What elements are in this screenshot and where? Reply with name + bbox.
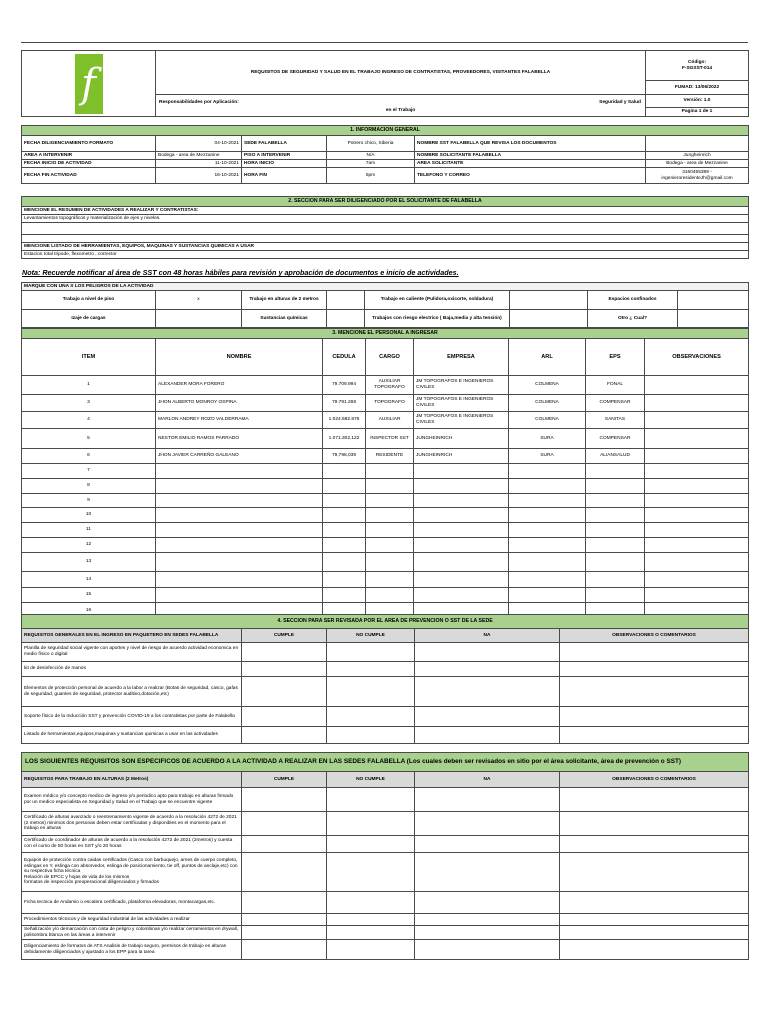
- personnel-row: [22, 538, 749, 553]
- cell-observaciones[interactable]: [645, 449, 749, 464]
- check-na[interactable]: [415, 707, 560, 727]
- height-requirements-body: [22, 772, 749, 960]
- personnel-body: [22, 339, 749, 619]
- cell-cargo[interactable]: RESIDENTE: [366, 449, 414, 464]
- cell-empresa[interactable]: JM TOPOGRAFOS E INGENIEROS CIVILES: [414, 395, 509, 412]
- cell-cargo[interactable]: [366, 572, 414, 588]
- value-solicitante[interactable]: Jungheinrich: [646, 152, 749, 160]
- cell-cargo[interactable]: [366, 523, 414, 538]
- cell-arl[interactable]: [509, 464, 586, 479]
- cell-item: 10: [22, 508, 156, 523]
- label-fecha-diligenciamiento: FECHA DILIGENCIAMIENTO FORMATO: [22, 136, 156, 152]
- cell-cedula[interactable]: [323, 523, 366, 538]
- req-col-header: NA: [415, 772, 560, 788]
- general-req-row: [22, 707, 749, 727]
- form-title: REQUISITOS DE SEGURIDAD Y SALUD EN EL TRABAJO INGRESO DE CONTRATISTAS, PROVEEDORES, VISITANTES FALABELLA: [156, 51, 646, 95]
- col-header: NOMBRE: [156, 339, 323, 376]
- general-req-row: [22, 727, 749, 744]
- cell-arl[interactable]: [509, 494, 586, 508]
- check-na[interactable]: [415, 926, 560, 940]
- col-header: EPS: [586, 339, 645, 376]
- general-req-row: [22, 677, 749, 707]
- value-nombre-sst[interactable]: [646, 136, 749, 152]
- height-requirements-table: [21, 752, 749, 960]
- check-cumple[interactable]: [242, 662, 327, 677]
- version: Versión: 1.0: [646, 95, 749, 108]
- check-na[interactable]: [415, 788, 560, 812]
- height-req-row: [22, 788, 749, 812]
- cell-arl[interactable]: [509, 479, 586, 494]
- cell-cargo[interactable]: [366, 508, 414, 523]
- cell-eps[interactable]: COMPENSAR: [586, 429, 645, 449]
- check-no-cumple[interactable]: [327, 643, 415, 662]
- check-na[interactable]: [415, 836, 560, 853]
- check-na[interactable]: [415, 643, 560, 662]
- cell-item: 1: [22, 376, 156, 395]
- cell-empresa[interactable]: [414, 464, 509, 479]
- cell-empresa[interactable]: [414, 538, 509, 553]
- check-observaciones[interactable]: [560, 892, 749, 914]
- cell-cargo[interactable]: [366, 588, 414, 603]
- cell-cargo[interactable]: INSPECTOR SST: [366, 429, 414, 449]
- check-no-cumple[interactable]: [327, 926, 415, 940]
- cell-cedula[interactable]: [323, 479, 366, 494]
- check-na[interactable]: [415, 812, 560, 836]
- mark-electrico[interactable]: [510, 310, 588, 328]
- value-fecha-inicio[interactable]: 11-10-2021: [156, 160, 242, 168]
- personnel-row: [22, 588, 749, 603]
- check-no-cumple[interactable]: [327, 707, 415, 727]
- cell-observaciones[interactable]: [645, 588, 749, 603]
- value-piso[interactable]: N/A: [327, 152, 415, 160]
- cell-item: 14: [22, 572, 156, 588]
- general-req-row: [22, 662, 749, 677]
- cell-cedula[interactable]: [323, 508, 366, 523]
- check-cumple[interactable]: [242, 677, 327, 707]
- height-req-row: [22, 812, 749, 836]
- check-observaciones[interactable]: [560, 836, 749, 853]
- risk-otro: Otro ¿ Cual?: [588, 310, 678, 328]
- cell-observaciones[interactable]: [645, 538, 749, 553]
- check-cumple[interactable]: [242, 853, 327, 892]
- check-observaciones[interactable]: [560, 812, 749, 836]
- cell-eps[interactable]: [586, 464, 645, 479]
- cell-cedula[interactable]: [323, 538, 366, 553]
- cell-eps[interactable]: ALIANSALUD: [586, 449, 645, 464]
- cell-cedula[interactable]: [323, 588, 366, 603]
- check-na[interactable]: [415, 677, 560, 707]
- cell-empresa[interactable]: JUNGHEINRICH: [414, 449, 509, 464]
- cell-item: 5: [22, 429, 156, 449]
- specific-requirements-banner: LOS SIGUIENTES REQUISITOS SON ESPECIFICOS DE ACUERDO A LA ACTIVIDAD A REALIZAR EN LAS SEDES FALABELLA (Los cuales deben ser revisados en sitio por el área solicitante, área de prevención o SST): [22, 753, 749, 772]
- req-col-header: OBSERVACIONES O COMENTARIOS: [560, 629, 749, 643]
- label-solicitante: NOMBRE SOLICITANTE FALABELLA: [415, 152, 646, 160]
- solicitante-table: [21, 196, 749, 259]
- requirement-text: Certificado de alturas avanzado o reentrenamiento vigente de acuerdo a la resolución 4272 de 2021 (2 metros) minimos dos personas deben estar certificadas y disponibles en el momento para el trabajo en alturas: [22, 812, 242, 836]
- req-col-header: REQUISITOS GENERALES EN EL INGRESO EN PAQUETERO EN SEDES FALABELLA: [22, 629, 242, 643]
- personnel-row: [22, 508, 749, 523]
- mark-alturas[interactable]: [327, 291, 365, 310]
- responsibility-cell: Responsabilidades por Aplicación: Seguridad y Salud en el Trabajo: [156, 95, 646, 117]
- personnel-row: [22, 479, 749, 494]
- general-requirements-body: [22, 629, 749, 744]
- cell-cedula[interactable]: [323, 572, 366, 588]
- req-col-header: CUMPLE: [242, 772, 327, 788]
- height-req-row: [22, 836, 749, 853]
- requirement-text: Listado de herramientas,equipos,maquinas y sustancias quimicas a usar en las actividades: [22, 727, 242, 744]
- personnel-row: [22, 412, 749, 429]
- cell-cargo[interactable]: [366, 538, 414, 553]
- requirement-text: Elementos de protección personal de acuerdo a la labor a realizar (Botas de seguridad, casco, gafas de seguridad, guantes de seguridad, protector auditivo,dotación,etc): [22, 677, 242, 707]
- requirement-text: Planilla de seguridad social vigente con aportes y nivel de riesgo de acuerdo actividad economica en medio físico o digital: [22, 643, 242, 662]
- cell-nombre[interactable]: [156, 538, 323, 553]
- value-fecha-diligenciamiento[interactable]: 04-10-2021: [156, 136, 242, 152]
- page-number: Pagina 1 de 1: [646, 108, 749, 117]
- label-hora-fin: HORA FIN: [242, 168, 327, 184]
- cell-cargo[interactable]: [366, 464, 414, 479]
- height-req-row: [22, 853, 749, 892]
- cell-eps[interactable]: [586, 588, 645, 603]
- cell-nombre[interactable]: MARLON ANDREY ROZO VALDERRAMA: [156, 412, 323, 429]
- height-req-row: [22, 892, 749, 914]
- cell-arl[interactable]: [509, 538, 586, 553]
- cell-nombre[interactable]: [156, 494, 323, 508]
- col-header: OBSERVACIONES: [645, 339, 749, 376]
- check-na[interactable]: [415, 853, 560, 892]
- cell-observaciones[interactable]: [645, 508, 749, 523]
- cell-nombre[interactable]: [156, 523, 323, 538]
- check-na[interactable]: [415, 914, 560, 926]
- col-header: ITEM: [22, 339, 156, 376]
- cell-eps[interactable]: [586, 508, 645, 523]
- requirement-text: Soporte físico de la Inducción SST y prevención COVID-19 a los contratistas por parte de Falabella: [22, 707, 242, 727]
- label-telefono: TELEFONO Y CORREO: [415, 168, 646, 184]
- cell-arl[interactable]: [509, 508, 586, 523]
- check-na[interactable]: [415, 662, 560, 677]
- check-no-cumple[interactable]: [327, 853, 415, 892]
- cell-eps[interactable]: FONAL: [586, 376, 645, 395]
- check-cumple[interactable]: [242, 940, 327, 960]
- value-sede[interactable]: Potrero chico, Siberia: [327, 136, 415, 152]
- check-no-cumple[interactable]: [327, 788, 415, 812]
- personnel-row: [22, 553, 749, 572]
- check-cumple[interactable]: [242, 926, 327, 940]
- risk-izaje: Izaje de cargas: [22, 310, 156, 328]
- cell-empresa[interactable]: JM TOPOGRAFOS E INGENIEROS CIVILES: [414, 412, 509, 429]
- risk-alturas: Trabajo en alturas de 2 metros: [242, 291, 327, 310]
- check-observaciones[interactable]: [560, 926, 749, 940]
- cell-eps[interactable]: [586, 494, 645, 508]
- cell-cargo[interactable]: AUXILIAR: [366, 412, 414, 429]
- label-piso: PISO A INTERVENIR: [242, 152, 327, 160]
- cell-nombre[interactable]: [156, 553, 323, 572]
- requirement-text: Ficha tecnica de Andamio o escalera certificado, plataforma elevadoras, montacargas,etc.: [22, 892, 242, 914]
- cell-nombre[interactable]: JHON ALBERTO MONROY OSPINA: [156, 395, 323, 412]
- tools-answer[interactable]: Estacion total tripode, flexometro , corrector: [22, 251, 749, 259]
- cell-cargo[interactable]: TOPOGRAFO: [366, 395, 414, 412]
- check-no-cumple[interactable]: [327, 940, 415, 960]
- cell-nombre[interactable]: NESTOR EMILIO RAMOS PARRADO: [156, 429, 323, 449]
- mark-caliente[interactable]: [510, 291, 588, 310]
- mark-nivel-piso[interactable]: x: [156, 291, 242, 310]
- check-observaciones[interactable]: [560, 677, 749, 707]
- cell-nombre[interactable]: [156, 464, 323, 479]
- cell-arl[interactable]: [509, 588, 586, 603]
- cell-eps[interactable]: [586, 553, 645, 572]
- check-observaciones[interactable]: [560, 662, 749, 677]
- label-area-solicitante: AREA SOLICITANTE: [415, 160, 646, 168]
- risks-title: MARQUE CON UNA X LOS PELIGROS DE LA ACTIVIDAD: [22, 283, 749, 291]
- cell-empresa[interactable]: [414, 508, 509, 523]
- req-col-header: OBSERVACIONES O COMENTARIOS: [560, 772, 749, 788]
- cell-observaciones[interactable]: [645, 523, 749, 538]
- col-header: CARGO: [366, 339, 414, 376]
- requirement-text: Examen médico y/o concepto medico de ingreso y/o periodico apto para trabajo en alturas firmado por un medico especialista en Seguridad y Salud en el Trabajo que se encuentre vigente: [22, 788, 242, 812]
- check-observaciones[interactable]: [560, 707, 749, 727]
- check-no-cumple[interactable]: [327, 677, 415, 707]
- check-cumple[interactable]: [242, 643, 327, 662]
- cell-arl[interactable]: [509, 553, 586, 572]
- cell-observaciones[interactable]: [645, 412, 749, 429]
- check-cumple[interactable]: [242, 788, 327, 812]
- cell-arl[interactable]: COLMENA: [509, 376, 586, 395]
- cell-eps[interactable]: [586, 572, 645, 588]
- check-observaciones[interactable]: [560, 788, 749, 812]
- check-observaciones[interactable]: [560, 940, 749, 960]
- req-col-header: NA: [415, 629, 560, 643]
- req-col-header: CUMPLE: [242, 629, 327, 643]
- general-requirements-table: [21, 614, 749, 744]
- cell-arl[interactable]: SURA: [509, 429, 586, 449]
- cell-cargo[interactable]: [366, 553, 414, 572]
- check-cumple[interactable]: [242, 812, 327, 836]
- req-col-header: NO CUMPLE: [327, 772, 415, 788]
- value-telefono[interactable]: 3160455389 - ingenieroresidenteJh@gmail.com: [646, 168, 749, 184]
- cell-observaciones[interactable]: [645, 494, 749, 508]
- check-observaciones[interactable]: [560, 914, 749, 926]
- cell-nombre[interactable]: [156, 588, 323, 603]
- label-fecha-inicio: FECHA INICIO DE ACTIVIDAD: [22, 160, 156, 168]
- label-nombre-sst: NOMBRE SST FALABELLA QUE REVISA LOS DOCUMENTOS: [415, 136, 646, 152]
- requirement-text: Procedimientos técnicos y de seguridad industrial de las actividades a realizar: [22, 914, 242, 926]
- cell-cargo[interactable]: [366, 479, 414, 494]
- height-req-row: [22, 940, 749, 960]
- label-hora-inicio: HORA INICIO: [242, 160, 327, 168]
- height-req-row: [22, 926, 749, 940]
- general-info-table: [21, 125, 749, 184]
- check-observaciones[interactable]: [560, 853, 749, 892]
- cell-cedula[interactable]: 1.071.302.122: [323, 429, 366, 449]
- code-cell: Código: F-SGSST-014: [646, 51, 749, 81]
- requirement-text: Diligenciamiento de formatos de ATS Analisis de trabajo seguro, permisos de trabajo en alturas debidamente diligenciados y ajustado a los EPP para la tarea: [22, 940, 242, 960]
- falabella-logo: [22, 51, 156, 117]
- cell-empresa[interactable]: [414, 479, 509, 494]
- cell-nombre[interactable]: [156, 508, 323, 523]
- risk-quimicas: Sustancias químicas: [242, 310, 327, 328]
- section-4-title: 4. SECCION PARA SER REVISADA POR EL AREA DE PREVENCION O SST DE LA SEDE: [22, 615, 749, 629]
- risk-confinados: Espacios confinados: [588, 291, 678, 310]
- check-no-cumple[interactable]: [327, 812, 415, 836]
- check-na[interactable]: [415, 892, 560, 914]
- mark-otro[interactable]: [678, 310, 749, 328]
- cell-observaciones[interactable]: [645, 479, 749, 494]
- cell-item: 3: [22, 395, 156, 412]
- check-na[interactable]: [415, 727, 560, 744]
- requirement-text: Certificado de coordinador de alturas de acuerdo a la resolución 4272 de 2021 (2metros) y cuenta con el curso de 50 horas en SST y/o 20 horas: [22, 836, 242, 853]
- check-cumple[interactable]: [242, 707, 327, 727]
- section-3-title: 3. MENCIONE EL PERSONAL A INGRESAR: [22, 329, 749, 339]
- value-hora-inicio[interactable]: 7am: [327, 160, 415, 168]
- check-no-cumple[interactable]: [327, 836, 415, 853]
- value-hora-fin[interactable]: 5pm: [327, 168, 415, 184]
- requirement-text: Señalización y/o demarcación con cinta de peligro y colombinas y/o realizar cerramientos en drywall, polisombra blanca en las áreas a intervenir: [22, 926, 242, 940]
- height-req-row: [22, 914, 749, 926]
- cell-empresa[interactable]: [414, 572, 509, 588]
- personnel-table: [21, 328, 749, 619]
- personnel-row: [22, 429, 749, 449]
- cell-eps[interactable]: COMPENSAR: [586, 395, 645, 412]
- cell-cedula[interactable]: 79,798,039: [323, 449, 366, 464]
- cell-cedula[interactable]: [323, 464, 366, 479]
- cell-observaciones[interactable]: [645, 464, 749, 479]
- cell-cargo[interactable]: [366, 494, 414, 508]
- cell-item: 8: [22, 479, 156, 494]
- requirement-text: kit de desinfección de manos: [22, 662, 242, 677]
- check-cumple[interactable]: [242, 727, 327, 744]
- label-area: AREA A INTERVENIR: [22, 152, 156, 160]
- check-no-cumple[interactable]: [327, 727, 415, 744]
- risk-caliente: Trabajo en caliente (Pulidora,oxicorte, soldadura): [365, 291, 510, 310]
- check-na[interactable]: [415, 940, 560, 960]
- cell-empresa[interactable]: [414, 553, 509, 572]
- cell-nombre[interactable]: ALEXANDER MORA FORERO: [156, 376, 323, 395]
- personnel-row: [22, 464, 749, 479]
- cell-arl[interactable]: COLMENA: [509, 395, 586, 412]
- activities-question: MENCIONE EL RESUMEN DE ACTIVIDADES A REALIZAR Y CONTRATISTAS:: [22, 207, 749, 215]
- check-observaciones[interactable]: [560, 727, 749, 744]
- header-table: [21, 50, 749, 117]
- cell-observaciones[interactable]: [645, 553, 749, 572]
- tools-question: MENCIONE LISTADO DE HERRAMIENTAS, EQUIPOS, MAQUINAS Y SUSTANCIAS QUIMICAS A USAR: [22, 243, 749, 251]
- cell-item: 16: [22, 603, 156, 619]
- check-no-cumple[interactable]: [327, 892, 415, 914]
- cell-item: 9: [22, 494, 156, 508]
- section-2-title: 2. SECCION PARA SER DILIGENCIADO POR EL SOLICITANTE DE FALABELLA: [22, 197, 749, 207]
- cell-item: 13: [22, 553, 156, 572]
- cell-eps[interactable]: [586, 479, 645, 494]
- fumad: FUMAD: 13/06/2022: [646, 81, 749, 95]
- cell-empresa[interactable]: [414, 588, 509, 603]
- personnel-row: [22, 494, 749, 508]
- cell-item: 12: [22, 538, 156, 553]
- req-col-header: REQUISITOS PARA TRABAJO EN ALTURAS (2 Metros): [22, 772, 242, 788]
- cell-item: 7: [22, 464, 156, 479]
- col-header: CEDULA: [323, 339, 366, 376]
- cell-observaciones[interactable]: [645, 395, 749, 412]
- label-fecha-fin: FECHA FIN ACTIVIDAD: [22, 168, 156, 184]
- cell-eps[interactable]: SANITAS: [586, 412, 645, 429]
- cell-cedula[interactable]: [323, 494, 366, 508]
- col-header: ARL: [509, 339, 586, 376]
- mark-quimicas[interactable]: [327, 310, 365, 328]
- cell-eps[interactable]: [586, 538, 645, 553]
- cell-nombre[interactable]: [156, 572, 323, 588]
- general-req-header-row: [22, 629, 749, 643]
- risk-nivel-piso: Trabajo a nivel de piso: [22, 291, 156, 310]
- logo-f-icon: f: [75, 54, 103, 114]
- activities-answer[interactable]: Levantamientos topográficos y materialización de ejes y niveles.: [22, 215, 749, 223]
- cell-observaciones[interactable]: [645, 376, 749, 395]
- check-no-cumple[interactable]: [327, 662, 415, 677]
- cell-arl[interactable]: [509, 523, 586, 538]
- activities-blank[interactable]: [22, 223, 749, 235]
- label-sede: SEDE FALABELLA: [242, 136, 327, 152]
- cell-item: 15: [22, 588, 156, 603]
- cell-arl[interactable]: [509, 572, 586, 588]
- value-fecha-fin[interactable]: 16-10-2021: [156, 168, 242, 184]
- cell-observaciones[interactable]: [645, 572, 749, 588]
- cell-arl[interactable]: COLMENA: [509, 412, 586, 429]
- check-cumple[interactable]: [242, 836, 327, 853]
- notification-note: Nota: Recuerde notificar al área de SST con 48 horas hábiles para revisión y aprobación de documentos e inicio de actividades.: [22, 268, 459, 277]
- mark-izaje[interactable]: [156, 310, 242, 328]
- section-1-title: 1. INFORMACION GENERAL: [22, 126, 749, 136]
- mark-confinados[interactable]: [678, 291, 749, 310]
- personnel-row: [22, 395, 749, 412]
- cell-empresa[interactable]: JM TOPOGRAFOS E INGENIEROS CIVILES: [414, 376, 509, 395]
- cell-item: 11: [22, 523, 156, 538]
- requirement-text: Equipos de protección contra caidas certificados (Casco con barbuquejo, arnes de cuerpo completo, eslingas en Y, eslinga con absorvedor, eslinga de posicionamiento, tie off, puntos de anclaje,etc) con su respectiva ficha técnica Relación de EPCC y hojas de vida de los mismos formatos de inspección preoperacional diligenciados y firmados: [22, 853, 242, 892]
- cell-cargo[interactable]: AUXILIAR TOPOGRAFO: [366, 376, 414, 395]
- personnel-header-row: [22, 339, 749, 376]
- cell-item: 6: [22, 449, 156, 464]
- col-header: EMPRESA: [414, 339, 509, 376]
- value-area-solicitante[interactable]: Bodega - area de Mezzanine: [646, 160, 749, 168]
- cell-nombre[interactable]: JHON JAVIER CARREÑO GALEANO: [156, 449, 323, 464]
- cell-item: 4: [22, 412, 156, 429]
- cell-eps[interactable]: [586, 523, 645, 538]
- risks-table: [21, 282, 749, 328]
- cell-nombre[interactable]: [156, 479, 323, 494]
- page-top-line: [21, 42, 748, 43]
- personnel-row: [22, 523, 749, 538]
- cell-arl[interactable]: SURA: [509, 449, 586, 464]
- cell-empresa[interactable]: [414, 494, 509, 508]
- check-observaciones[interactable]: [560, 643, 749, 662]
- risk-electrico: Trabajos con riesgo electrico ( Baja,media y alta tensión): [365, 310, 510, 328]
- check-cumple[interactable]: [242, 892, 327, 914]
- personnel-row: [22, 449, 749, 464]
- cell-cedula[interactable]: [323, 553, 366, 572]
- value-area[interactable]: Bodega - area de Mezzanine: [156, 152, 242, 160]
- check-cumple[interactable]: [242, 914, 327, 926]
- personnel-row: [22, 572, 749, 588]
- general-req-row: [22, 643, 749, 662]
- cell-cedula[interactable]: 79.791.269: [323, 395, 366, 412]
- cell-empresa[interactable]: [414, 523, 509, 538]
- personnel-row: [22, 376, 749, 395]
- check-no-cumple[interactable]: [327, 914, 415, 926]
- cell-empresa[interactable]: JUNGHEINRICH: [414, 429, 509, 449]
- cell-cedula[interactable]: 79.709.994: [323, 376, 366, 395]
- cell-observaciones[interactable]: [645, 429, 749, 449]
- height-req-header-row: [22, 772, 749, 788]
- cell-cedula[interactable]: 1.024.582.876: [323, 412, 366, 429]
- req-col-header: NO CUMPLE: [327, 629, 415, 643]
- spacer-row: [22, 235, 749, 243]
